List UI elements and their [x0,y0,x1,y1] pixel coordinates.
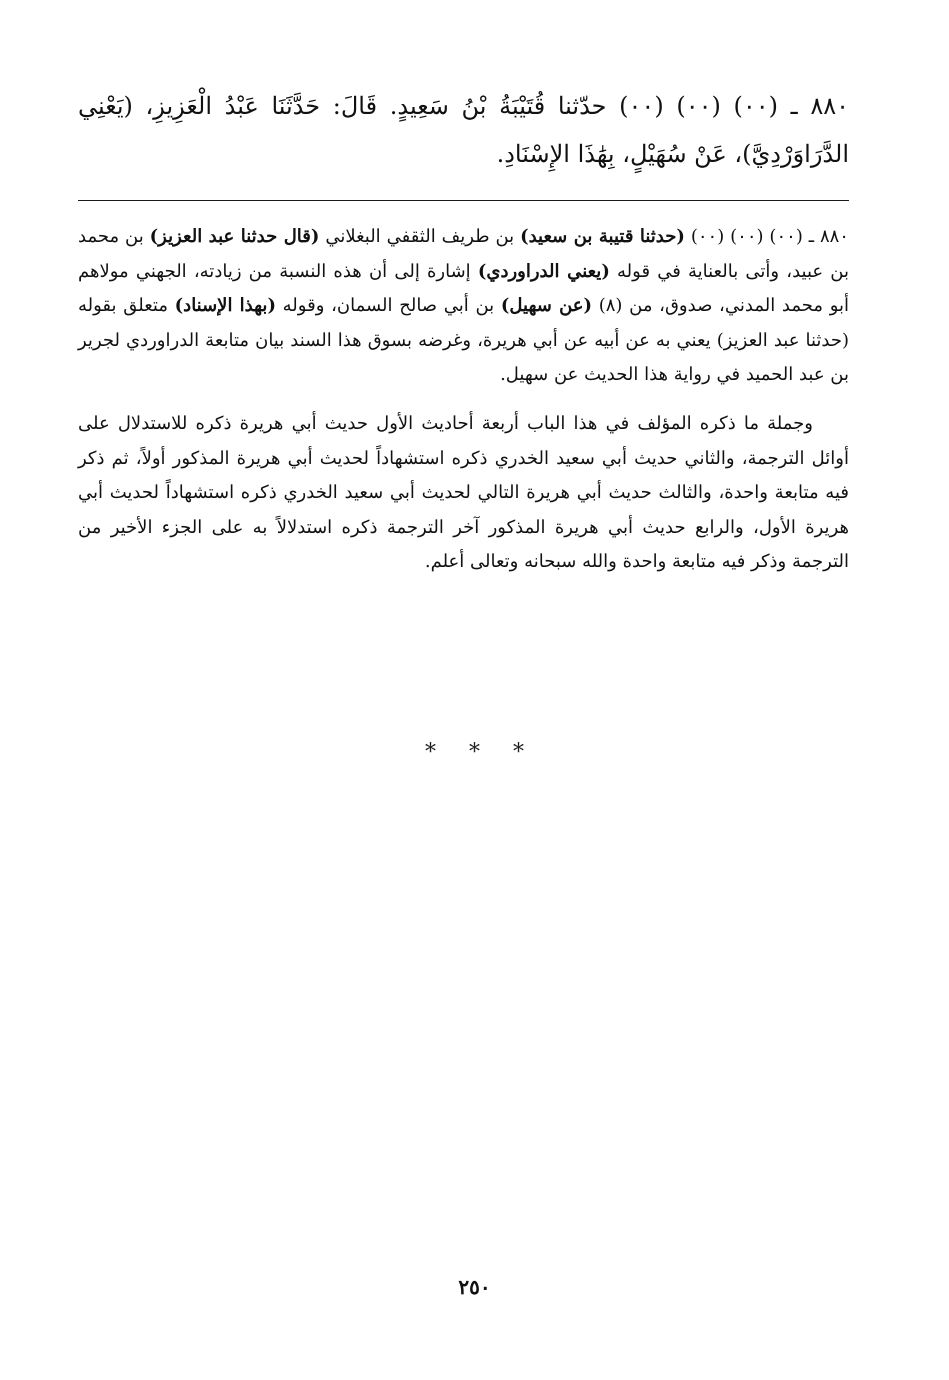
commentary-bold-quote: (عن سهيل) [500,295,593,317]
section-separator-stars: * * * [425,740,524,765]
commentary-text: إشارة إلى أن هذه النسبة من زيادته، الجهني مولاهم أبو محمد المدني، صدوق، من (٨) [78,260,850,317]
footnote-divider [78,200,849,201]
commentary-text: بن محمد بن عبيد، وأتى بالعناية في قوله [78,226,849,282]
commentary-section [78,220,849,580]
commentary-bold-quote: (حدثنا قتيبة بن سعيد) [520,226,685,247]
page-number: ٢٥٠ [458,1275,491,1299]
commentary-paragraph-2: وجملة ما ذكره المؤلف في هذا الباب أربعة أحاديث الأول حديث أبي هريرة ذكره للاستدلال على أوائل الترجمة، والثاني حديث أبي سعيد الخدري ذكره استشهاداً لحديث أبي هريرة المذكور أولاً، ثم ذكر فيه متابعة واحدة، والثالث حديث أبي هريرة التالي لحديث أبي سعيد الخدري ذكره استشهاداً لحديث أبي هريرة الأول، والرابع حديث أبي هريرة المذكور آخر الترجمة ذكره استدلالاً به على الجزء الأخير من الترجمة وذكر فيه متابعة واحدة والله سبحانه وتعالى أعلم. [78,412,849,573]
commentary-bold-quote: (يعني الدراوردي) [477,260,610,282]
commentary-paragraph-1 [78,220,849,393]
commentary-text: بن أبي صالح السمان، وقوله [275,295,501,317]
hadith-text: ٨٨٠ ـ (٠٠) (٠٠) (٠٠) حدّثنا قُتَيْبَةُ بْنُ سَعِيدٍ. قَالَ: حَدَّثَنَا عَبْدُ الْعَزِيزِ، (يَعْنِي الدَّرَاوَرْدِيَّ)، عَنْ سُهَيْلٍ، بِهَٰذَا الإِسْنَادِ. [78,92,850,168]
commentary-bold-quote: (بهذا الإسناد) [174,295,276,317]
commentary-text: بن طريف الثقفي البغلاني [319,226,521,247]
commentary-text: ٨٨٠ ـ (٠٠) (٠٠) (٠٠) [684,226,849,247]
commentary-bold-quote: (قال حدثنا عبد العزيز) [149,226,320,247]
commentary-text: متعلق بقوله (حدثنا عبد العزيز) يعني به عن أبيه عن أبي هريرة، وغرضه بسوق هذا السند بيان متابعة الدراوردي لجرير بن عبد الحميد في رواية هذا الحديث عن سهيل. [78,295,849,386]
